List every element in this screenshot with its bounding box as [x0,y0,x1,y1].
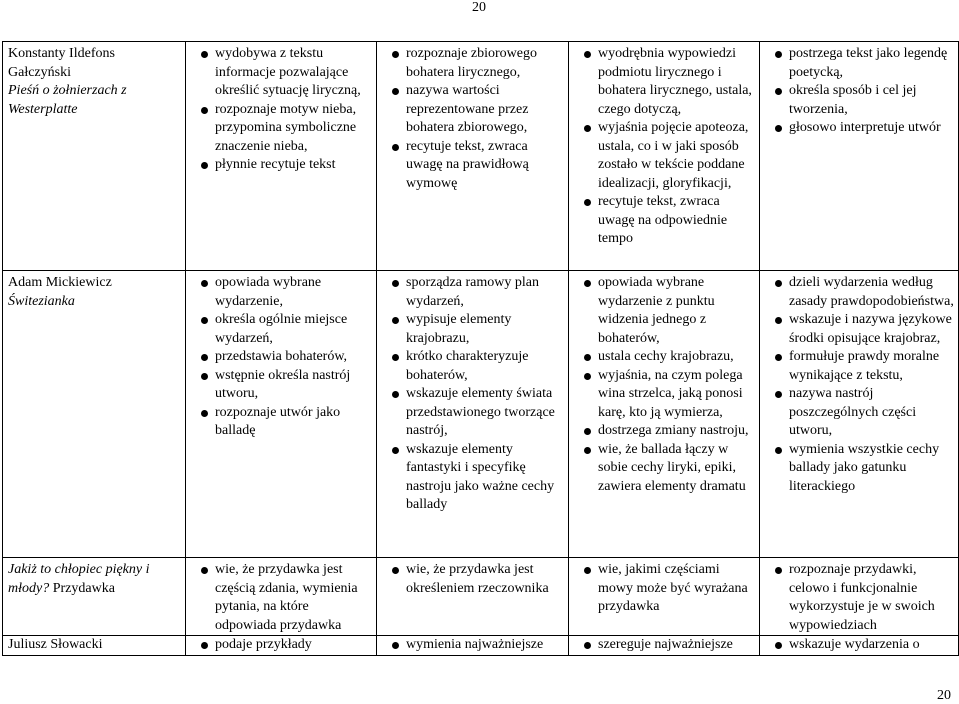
requirement-item: opowiada wybrane wydarzenie z punktu widzenia jednego z bohaterów, [574,274,755,348]
requirement-item: sporządza ramowy plan wydarzeń, [382,274,564,311]
literature-cell [3,42,186,271]
requirement-item: wie, że przydawka jest określeniem rzeczownika [382,561,564,598]
requirement-item: postrzega tekst jako legendę poetycką, [765,45,954,82]
author-name: Konstanty Ildefons Gałczyński [8,46,115,80]
requirement-item: wie, jakimi częściami mowy może być wyrażana przydawka [574,561,755,617]
requirements-cell-level-4 [760,271,959,558]
requirement-item: rozpoznaje zbiorowego bohatera lirycznego, [382,45,564,82]
requirement-item: recytuje tekst, zwraca uwagę na odpowiednie tempo [574,193,755,249]
requirement-item: krótko charakteryzuje bohaterów, [382,348,564,385]
requirement-item: przedstawia bohaterów, [191,348,372,367]
requirement-item: płynnie recytuje tekst [191,156,372,175]
table-row [3,271,959,558]
requirements-cell-level-1 [186,42,377,271]
requirement-item: wydobywa z tekstu informacje pozwalające określić sytuację liryczną, [191,45,372,101]
requirement-item: formułuje prawdy moralne wynikające z tekstu, [765,348,954,385]
requirement-item: wie, że ballada łączy w sobie cechy liryki, epiki, zawiera elementy dramatu [574,441,755,497]
requirements-cell-level-1 [186,558,377,636]
requirement-item: podaje przykłady [191,636,372,655]
requirement-item: wyjaśnia, na czym polega wina strzelca, jaką ponosi karę, kto ją wymierza, [574,367,755,423]
table-row [3,42,959,271]
page-number-bottom: 20 [937,688,951,703]
requirement-item: określa ogólnie miejsce wydarzeń, [191,311,372,348]
requirement-item: recytuje tekst, zwraca uwagę na prawidłową wymowę [382,138,564,194]
table-row [3,636,959,656]
requirements-cell-level-2 [377,558,569,636]
requirement-item: rozpoznaje motyw nieba, przypomina symboliczne znaczenie nieba, [191,101,372,157]
requirement-item: wskazuje elementy świata przedstawionego tworzące nastrój, [382,385,564,441]
work-title: Pieśń o żołnierzach z Westerplatte [8,83,127,117]
table-row [3,558,959,636]
requirement-item: wymienia wszystkie cechy ballady jako gatunku literackiego [765,441,954,497]
requirement-item: rozpoznaje utwór jako balladę [191,404,372,441]
requirement-item: wskazuje i nazywa językowe środki opisujące krajobraz, [765,311,954,348]
requirement-item: głosowo interpretuje utwór [765,119,954,138]
requirements-cell-level-3 [569,42,760,271]
requirement-item: dzieli wydarzenia według zasady prawdopodobieństwa, [765,274,954,311]
requirements-cell-level-1 [186,636,377,656]
literature-cell [3,558,186,636]
requirement-item: wie, że przydawka jest częścią zdania, wymienia pytania, na które odpowiada przydawka [191,561,372,635]
requirement-item: wskazuje wydarzenia o [765,636,954,655]
literature-cell [3,271,186,558]
requirement-item: nazywa nastrój poszczególnych części utworu, [765,385,954,441]
page-number-top: 20 [472,0,486,15]
requirements-cell-level-4 [760,42,959,271]
requirements-cell-level-3 [569,636,760,656]
requirement-item: nazywa wartości reprezentowane przez bohatera zbiorowego, [382,82,564,138]
requirement-item: wypisuje elementy krajobrazu, [382,311,564,348]
work-title: Świtezianka [8,293,75,309]
author-name: Juliusz Słowacki [8,637,103,652]
requirement-item: wskazuje elementy fantastyki i specyfikę nastroju jako ważne cechy ballady [382,441,564,515]
requirements-cell-level-3 [569,558,760,636]
requirement-item: określa sposób i cel jej tworzenia, [765,82,954,119]
requirements-cell-level-2 [377,271,569,558]
requirement-item: wyodrębnia wypowiedzi podmiotu lirycznego i bohatera lirycznego, ustala, czego dotyczą, [574,45,755,119]
requirement-item: rozpoznaje przydawki, celowo i funkcjonalnie wykorzystuje je w swoich wypowiedziach [765,561,954,635]
requirements-cell-level-4 [760,558,959,636]
requirement-item: dostrzega zmiany nastroju, [574,422,755,441]
requirements-cell-level-3 [569,271,760,558]
author-name: Adam Mickiewicz [8,275,112,290]
requirements-cell-level-2 [377,636,569,656]
requirement-item: ustala cechy krajobrazu, [574,348,755,367]
requirement-item: wyjaśnia pojęcie apoteoza, ustala, co i w jaki sposób zostało w tekście poddane idealizacji, gloryfikacji, [574,119,755,193]
requirement-item: szereguje najważniejsze [574,636,755,655]
work-title: Jakiż to chłopiec piękny i młody? [8,562,150,596]
curriculum-table [2,41,959,656]
requirements-cell-level-2 [377,42,569,271]
requirement-item: wymienia najważniejsze [382,636,564,655]
requirement-item: wstępnie określa nastrój utworu, [191,367,372,404]
literature-cell [3,636,186,656]
requirement-item: opowiada wybrane wydarzenie, [191,274,372,311]
grammar-topic: Przydawka [49,580,115,596]
requirements-cell-level-4 [760,636,959,656]
requirements-cell-level-1 [186,271,377,558]
